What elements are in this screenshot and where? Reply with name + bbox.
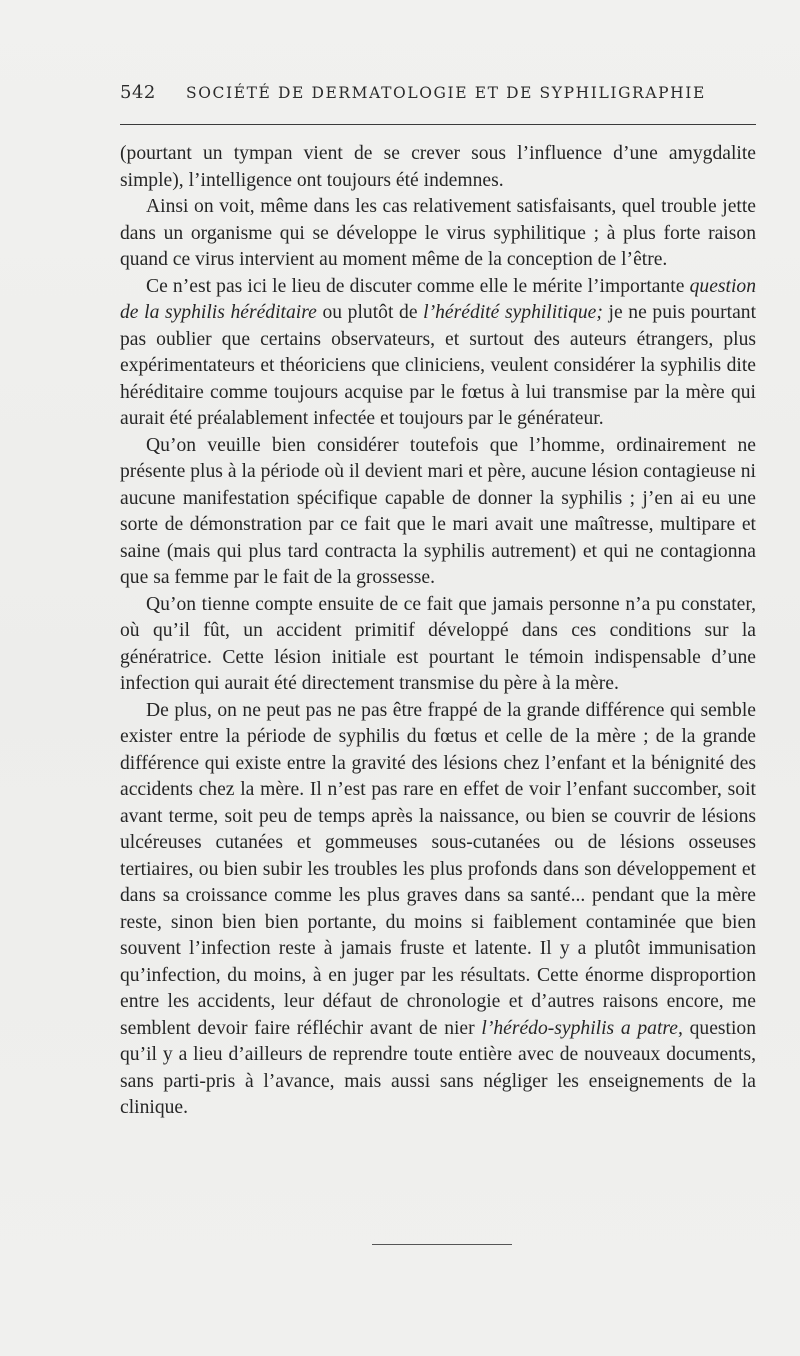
paragraph-3-text-c: je ne puis pourtant pas oublier que certains observateurs, et surtout des auteurs étrangers, plus expérimentateurs et théoriciens que cliniciens, veulent considérer la syphilis dite héréditaire comme toujours acquise par le fœtus à lui transmise par la mère qui aurait été préalablement infectée et toujours par le générateur. xyxy=(120,302,757,429)
paragraph-3 xyxy=(120,274,756,433)
paragraph-2-text: Ainsi on voit, même dans les cas relativement satisfaisants, quel trouble jette dans un organisme qui se développe le virus syphilitique ; à plus forte raison quand ce virus intervient au moment même de la conception de l’être. xyxy=(120,196,756,270)
paragraph-3-text-a: Ce n’est pas ici le lieu de discuter comme elle le mérite l’importante xyxy=(146,275,690,297)
body-text xyxy=(120,141,756,1122)
paragraph-4-text: Qu’on veuille bien considérer toutefois que l’homme, ordinairement ne présente plus à la période où il devient mari et père, aucune lésion contagieuse ni aucune manifestation spécifique capable de donner la syphilis ; j’en ai eu une sorte de démonstration par ce fait que le mari avait une maîtresse, multipare et saine (mais qui plus tard contracta la syphilis autrement) et qui ne contagionna que sa femme par le fait de la grossesse. xyxy=(120,434,756,588)
paragraph-3-text-b: ou plutôt de xyxy=(316,302,424,323)
page-number: 542 xyxy=(120,82,156,103)
paragraph-5 xyxy=(120,592,756,698)
header-rule xyxy=(120,124,756,125)
paragraph-3-italic-b: l’hérédité syphilitique; xyxy=(423,302,603,323)
paragraph-6-italic: l’hérédo-syphilis a patre, xyxy=(481,1017,683,1039)
paragraph-3-italic-a: question de la syphilis héréditaire xyxy=(120,275,756,323)
paragraph-6-text-a: De plus, on ne peut pas ne pas être frappé de la grande différence qui semble exister entre la période de syphilis du fœtus et celle de la mère ; de la grande différence qui existe entre la gravité des lésions chez l’enfant et la bénignité des accidents chez la mère. Il n’est pas rare en effet de voir l’enfant succomber, soit avant terme, soit peu de temps après la naissance, ou bien se couvrir de lésions ulcéreuses cutanées et gommeuses sous-cutanées ou de lésions osseuses tertiaires, ou bien subir les troubles les plus profonds dans son développement et dans sa croissance comme les plus graves dans sa santé... pendant que la mère reste, sinon bien bien portante, du moins si faiblement contaminée que bien souvent l’infection reste à jamais fruste et latente. Il y a plutôt immunisation qu’infection, du moins, à en juger par les résultats. Cette énorme disproportion entre les accidents, leur défaut de chronologie et d’autres raisons encore, me semblent devoir faire réfléchir avant de nier xyxy=(120,699,756,1039)
paragraph-1-text: (pourtant un tympan vient de se crever sous l’influence d’une amygdalite simple), l’intelligence ont toujours été indemnes. xyxy=(120,143,756,191)
paragraph-4 xyxy=(120,433,756,592)
end-rule xyxy=(372,1244,512,1245)
paragraph-5-text: Qu’on tienne compte ensuite de ce fait que jamais personne n’a pu constater, où qu’il fût, un accident primitif développé dans ces conditions sur la génératrice. Cette lésion initiale est pourtant le témoin indispensable d’une infection qui aurait été directement transmise du père à la mère. xyxy=(120,593,756,694)
paragraph-1 xyxy=(120,141,756,194)
page-header xyxy=(120,82,756,122)
paragraph-6-text-b: question qu’il y a lieu d’ailleurs de reprendre toute entière avec de nouveaux documents, sans parti-pris à l’avance, mais aussi sans négliger les enseignements de la clinique. xyxy=(120,1017,756,1118)
paragraph-6 xyxy=(120,698,756,1122)
running-title: SOCIÉTÉ DE DERMATOLOGIE ET DE SYPHILIGRAPHIE xyxy=(186,84,706,102)
paragraph-2 xyxy=(120,194,756,274)
